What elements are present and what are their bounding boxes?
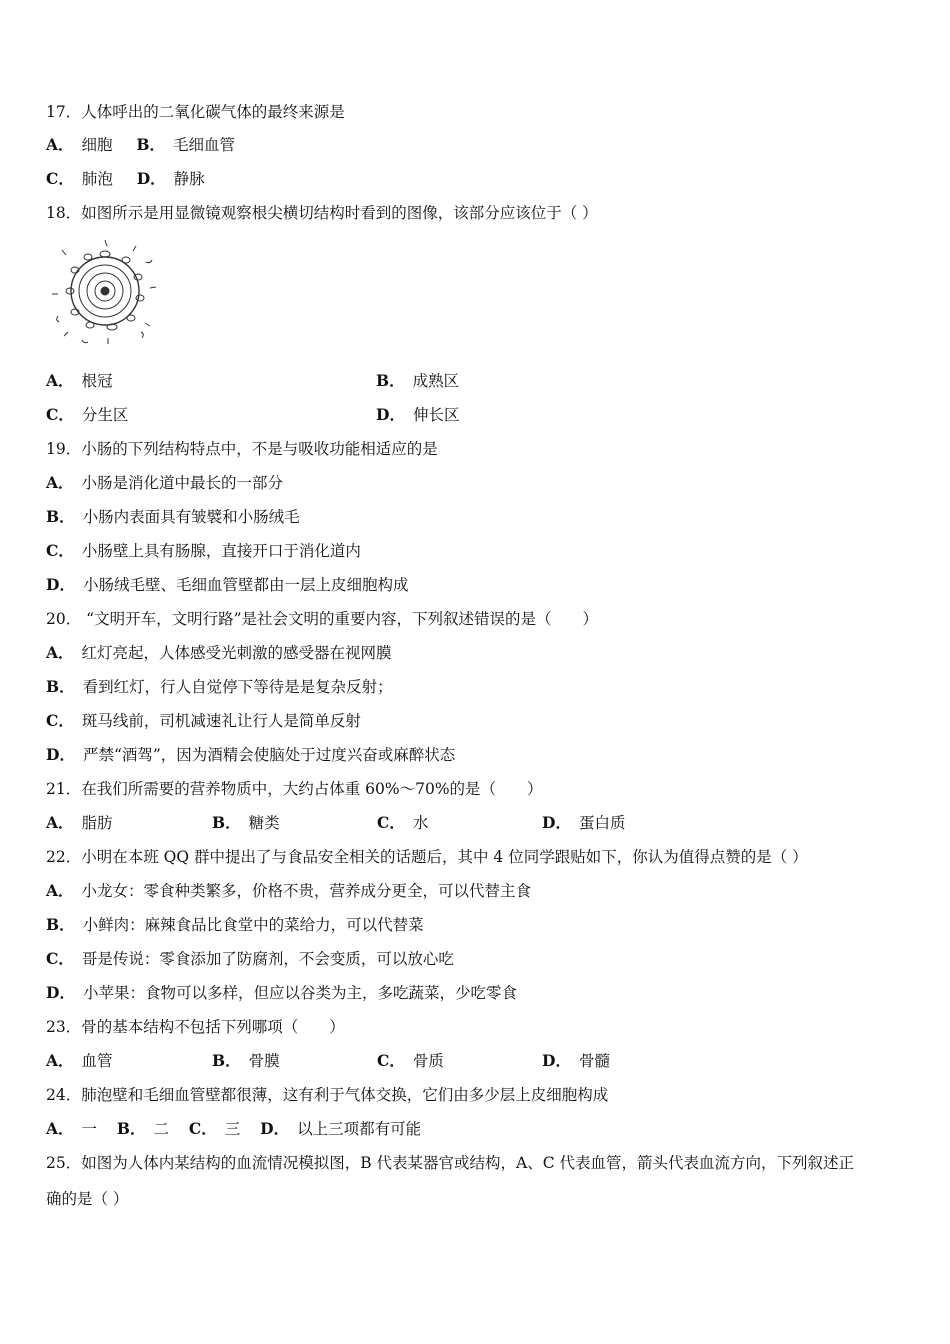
q17-options-row1 [46, 135, 235, 155]
option-label: D． [46, 575, 75, 594]
option-text: 糖类 [248, 814, 280, 832]
q18-option-a [46, 371, 113, 391]
option-text: 小肠绒毛壁、毛细血管壁都由一层上皮细胞构成 [82, 576, 409, 594]
option-label: D． [542, 813, 571, 832]
option-label: B． [46, 507, 75, 526]
option-label: A． [46, 473, 74, 492]
option-text: 脂肪 [81, 814, 113, 832]
option-label: C． [46, 711, 74, 730]
q20-option-a [46, 643, 392, 663]
option-label: B． [46, 915, 75, 934]
option-label: C． [46, 949, 74, 968]
q18-option-c [46, 405, 128, 425]
option-label: B． [136, 135, 166, 154]
option-text: 斑马线前，司机减速礼让行人是简单反射 [81, 712, 361, 730]
option-label: C． [377, 1051, 405, 1070]
q23-option-b [212, 1051, 280, 1071]
q23-stem: 23．骨的基本结构不包括下列哪项（ ） [46, 1018, 345, 1036]
option-label: B． [46, 677, 75, 696]
option-text: 红灯亮起，人体感受光刺激的感受器在视网膜 [81, 644, 392, 662]
option-text: 成熟区 [412, 372, 460, 390]
option-label: A． [46, 813, 74, 832]
q19-option-d [46, 575, 408, 595]
q25-stem-line2: 确的是（ ） [46, 1190, 129, 1208]
option-text: 分生区 [81, 406, 129, 424]
option-text: 三 [224, 1120, 241, 1138]
option-text: 小鲜肉：麻辣食品比食堂中的菜给力，可以代替菜 [82, 916, 424, 934]
option-label: D． [542, 1051, 571, 1070]
option-text: 小龙女：零食种类繁多，价格不贵，营养成分更全，可以代替主食 [81, 882, 532, 900]
q24-options-row [46, 1119, 421, 1139]
q21-stem: 21．在我们所需要的营养物质中，大约占体重 60%～70%的是（ ） [46, 780, 543, 798]
q19-option-b [46, 507, 300, 527]
option-label: C． [188, 1119, 217, 1138]
option-text: 哥是传说：零食添加了防腐剂，不会变质，可以放心吃 [81, 950, 454, 968]
option-label: A． [46, 881, 74, 900]
option-label: B． [116, 1119, 146, 1138]
q20-option-d [46, 745, 455, 765]
option-text: 伸长区 [412, 406, 460, 424]
option-label: A． [46, 135, 74, 154]
q19-option-a [46, 473, 283, 493]
q24-stem: 24．肺泡壁和毛细血管壁都很薄，这有利于气体交换，它们由多少层上皮细胞构成 [46, 1086, 609, 1104]
option-label: C． [46, 169, 74, 188]
option-label: B． [212, 1051, 241, 1070]
q20-option-c [46, 711, 361, 731]
root-cross-section-illustration [46, 232, 164, 350]
option-text: 二 [153, 1120, 170, 1138]
option-text: 小肠是消化道中最长的一部分 [81, 474, 284, 492]
q20-option-b [46, 677, 393, 697]
option-text: 肺泡 [81, 170, 113, 188]
option-text: 骨膜 [248, 1052, 280, 1070]
q22-option-a [46, 881, 531, 901]
option-text: 蛋白质 [578, 814, 626, 832]
q21-option-d [542, 813, 625, 833]
q23-option-c [377, 1051, 444, 1071]
option-text: 以上三项都有可能 [297, 1120, 422, 1138]
option-label: A． [46, 1051, 74, 1070]
option-label: D． [46, 745, 75, 764]
option-text: 静脉 [173, 170, 205, 188]
option-label: D． [46, 983, 75, 1002]
q17-stem: 17．人体呼出的二氧化碳气体的最终来源是 [46, 103, 345, 121]
option-text: 细胞 [81, 136, 113, 154]
option-text: 小肠壁上具有肠腺，直接开口于消化道内 [81, 542, 361, 560]
q22-stem: 22．小明在本班 QQ 群中提出了与食品安全相关的话题后，其中 4 位同学跟贴如下，你认为值得点赞的是（ ） [46, 848, 808, 866]
option-label: C． [46, 541, 74, 560]
option-text: 严禁“酒驾”，因为酒精会使脑处于过度兴奋或麻醉状态 [82, 746, 456, 764]
q25-stem-line1: 25．如图为人体内某结构的血流情况模拟图，B 代表某器官或结构，A、C 代表血管，箭头代表血流方向，下列叙述正 [46, 1154, 855, 1172]
root-tip-cross-section-figure [46, 232, 164, 350]
option-text: 血管 [81, 1052, 113, 1070]
q21-option-c [377, 813, 428, 833]
option-text: 根冠 [81, 372, 113, 390]
option-label: D． [376, 405, 405, 424]
option-text: 毛细血管 [173, 136, 236, 154]
q22-option-d [46, 983, 517, 1003]
option-label: A． [46, 643, 74, 662]
option-text: 一 [81, 1120, 98, 1138]
option-text: 小肠内表面具有皱襞和小肠绒毛 [82, 508, 300, 526]
q20-stem: 20． “文明开车，文明行路”是社会文明的重要内容，下列叙述错误的是（ ） [46, 610, 599, 628]
option-label: A． [46, 1119, 74, 1138]
q17-options-row2 [46, 169, 205, 189]
option-label: A． [46, 371, 74, 390]
q22-option-c [46, 949, 454, 969]
option-label: D． [136, 169, 166, 188]
q23-option-a [46, 1051, 113, 1071]
q23-option-d [542, 1051, 610, 1071]
q22-option-b [46, 915, 424, 935]
option-label: B． [212, 813, 241, 832]
option-label: B． [376, 371, 405, 390]
q21-option-b [212, 813, 280, 833]
option-label: C． [377, 813, 405, 832]
q19-stem: 19．小肠的下列结构特点中，不是与吸收功能相适应的是 [46, 440, 438, 458]
q18-stem: 18．如图所示是用显微镜观察根尖横切结构时看到的图像，该部分应该位于（ ） [46, 204, 598, 222]
q18-option-b [376, 371, 459, 391]
q18-option-d [376, 405, 459, 425]
q21-option-a [46, 813, 113, 833]
option-text: 看到红灯，行人自觉停下等待是是复杂反射； [82, 678, 393, 696]
option-label: D． [260, 1119, 290, 1138]
option-label: C． [46, 405, 74, 424]
q19-option-c [46, 541, 361, 561]
option-text: 骨髓 [578, 1052, 610, 1070]
option-text: 水 [412, 814, 429, 832]
option-text: 小苹果：食物可以多样，但应以谷类为主，多吃蔬菜，少吃零食 [82, 984, 517, 1002]
option-text: 骨质 [412, 1052, 444, 1070]
